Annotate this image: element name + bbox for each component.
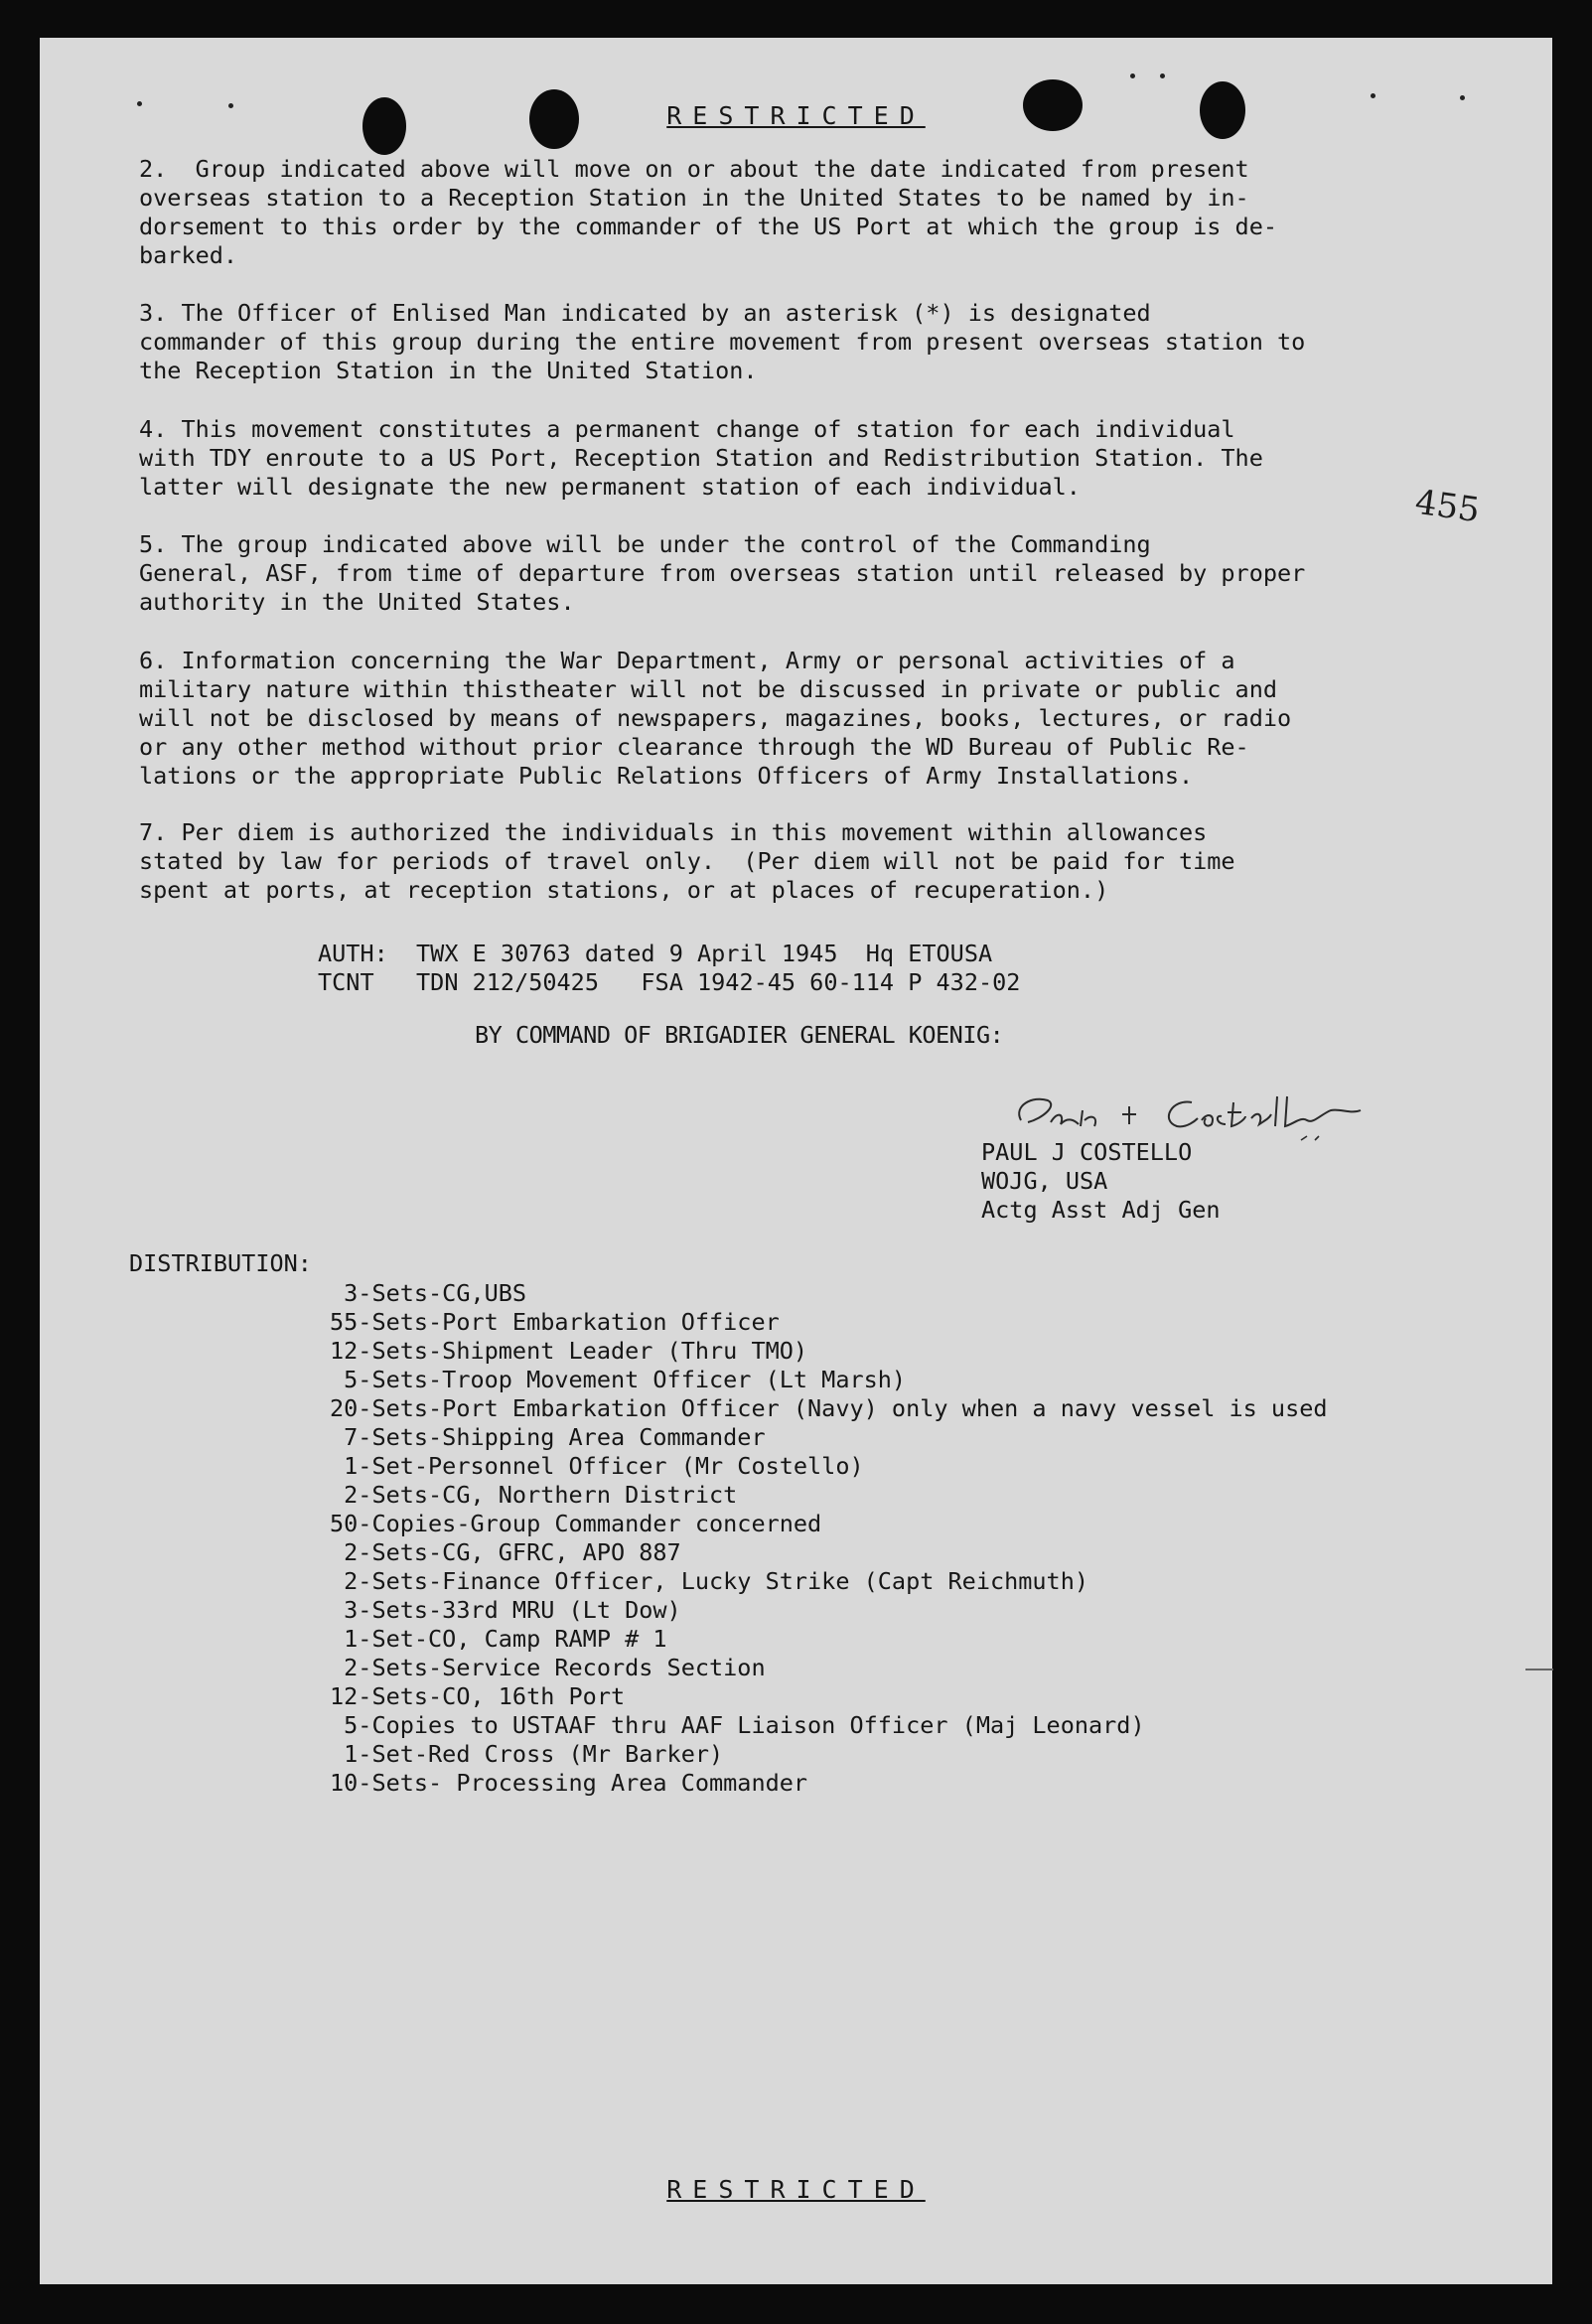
distribution-item: 3-Sets-33rd MRU (Lt Dow) <box>330 1596 681 1624</box>
distribution-item: 1-Set-Personnel Officer (Mr Costello) <box>330 1452 864 1480</box>
distribution-item: 1-Set-Red Cross (Mr Barker) <box>330 1740 724 1768</box>
speck <box>1371 93 1375 98</box>
page-number-annotation: 455 <box>1412 482 1483 531</box>
signatory-name: PAUL J COSTELLO <box>981 1138 1193 1166</box>
distribution-item: 2-Sets-CG, GFRC, APO 887 <box>330 1538 681 1566</box>
speck <box>1460 95 1465 100</box>
distribution-item: 1-Set-CO, Camp RAMP # 1 <box>330 1625 667 1653</box>
distribution-item: 2-Sets-CG, Northern District <box>330 1481 738 1509</box>
speck <box>1130 73 1135 78</box>
tcnt-line: TCNT TDN 212/50425 FSA 1942-45 60-114 P 432-02 <box>318 968 1021 996</box>
paragraph-2: 2. Group indicated above will move on or about the date indicated from present overseas station to a Reception Station in the United States to be named by in- dorsement to this order by the commander of the US Port at which the group is de- barked. <box>139 155 1278 269</box>
distribution-item: 7-Sets-Shipping Area Commander <box>330 1423 766 1451</box>
signatory-rank: WOJG, USA <box>981 1167 1108 1195</box>
paragraph-7: 7. Per diem is authorized the individuals in this movement within allowances stated by law for periods of travel only. (Per diem will not be paid for time spent at ports, at reception stations, or at places of recuperation.) <box>139 818 1235 904</box>
paragraph-5: 5. The group indicated above will be under the control of the Commanding General, ASF, from time of departure from overseas station until released by proper authority in the United States. <box>139 530 1306 616</box>
command-line: BY COMMAND OF BRIGADIER GENERAL KOENIG: <box>475 1021 1004 1049</box>
distribution-label: DISTRIBUTION: <box>129 1249 312 1277</box>
auth-line: AUTH: TWX E 30763 dated 9 April 1945 Hq ETOUSA <box>318 940 993 967</box>
distribution-item: 50-Copies-Group Commander concerned <box>330 1510 822 1537</box>
paragraph-4: 4. This movement constitutes a permanent change of station for each individual with TDY enroute to a US Port, Reception Station and Redistribution Station. The latter will designate the new permanent station of each individual. <box>139 415 1263 501</box>
distribution-item: 12-Sets-CO, 16th Port <box>330 1682 626 1710</box>
distribution-item: 55-Sets-Port Embarkation Officer <box>330 1308 780 1336</box>
edge-mark <box>1525 1669 1553 1670</box>
distribution-item: 10-Sets- Processing Area Commander <box>330 1769 808 1797</box>
classification-header: RESTRICTED <box>666 101 926 130</box>
paragraph-6: 6. Information concerning the War Department, Army or personal activities of a military nature within thistheater will not be discussed in private or public and will not be disclosed by means of newspapers, magazines, books, lectures, or radio or any other method without prior clearance through the WD Bureau of Public Re- lations or the appropriate Public Relations Officers of Army Installations. <box>139 647 1292 790</box>
paragraph-3: 3. The Officer of Enlised Man indicated by an asterisk (*) is designated commander of this group during the entire movement from present overseas station to the Reception Station in the United Station. <box>139 299 1306 384</box>
distribution-item: 5-Copies to USTAAF thru AAF Liaison Officer (Maj Leonard) <box>330 1711 1145 1739</box>
distribution-item: 3-Sets-CG,UBS <box>330 1279 527 1307</box>
distribution-item: 5-Sets-Troop Movement Officer (Lt Marsh) <box>330 1366 907 1393</box>
speck <box>1160 73 1165 78</box>
distribution-item: 20-Sets-Port Embarkation Officer (Navy) only when a navy vessel is used <box>330 1394 1328 1422</box>
classification-footer: RESTRICTED <box>666 2175 926 2204</box>
distribution-item: 2-Sets-Finance Officer, Lucky Strike (Capt Reichmuth) <box>330 1567 1089 1595</box>
document-page <box>40 38 1552 2284</box>
distribution-item: 2-Sets-Service Records Section <box>330 1654 766 1681</box>
signatory-title: Actg Asst Adj Gen <box>981 1196 1221 1224</box>
distribution-item: 12-Sets-Shipment Leader (Thru TMO) <box>330 1337 808 1365</box>
